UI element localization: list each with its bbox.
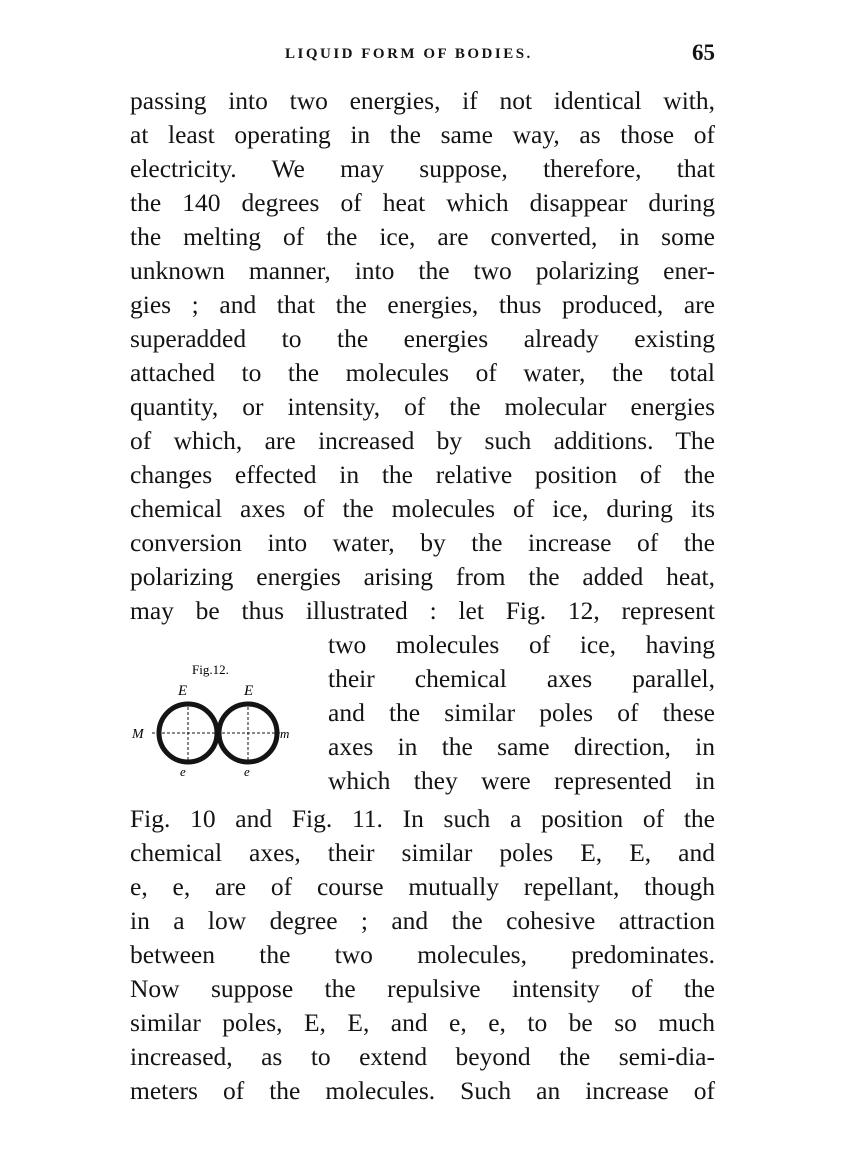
text-line: quantity, or intensity, of the molecular energies xyxy=(130,392,715,421)
text-line: meters of the molecules. Such an increase of xyxy=(130,1076,715,1105)
text-line: superadded to the energies already existing xyxy=(130,324,715,353)
pole-label-E-left: E xyxy=(178,683,188,699)
text-line: increased, as to extend beyond the semi-dia- xyxy=(130,1042,715,1071)
pole-label-e-left: e xyxy=(180,764,186,779)
text-line: gies ; and that the energies, thus produced, are xyxy=(130,290,715,319)
figure-caption: Fig.12. xyxy=(192,662,229,677)
pole-label-e-right: e xyxy=(244,764,250,779)
text-line: chemical axes of the molecules of ice, during its xyxy=(130,494,715,523)
text-line: unknown manner, into the two polarizing ener- xyxy=(130,256,715,285)
text-line: polarizing energies arising from the added heat, xyxy=(130,562,715,591)
text-line: similar poles, E, E, and e, e, to be so much xyxy=(130,1008,715,1037)
text-line: Fig. 10 and Fig. 11. In such a position of the xyxy=(130,804,715,833)
molecules-diagram xyxy=(130,652,300,782)
text-line: their chemical axes parallel, xyxy=(328,664,715,693)
text-line: of which, are increased by such additions. The xyxy=(130,426,715,455)
page-number: 65 xyxy=(692,40,715,65)
text-line: between the two molecules, predominates. xyxy=(130,940,715,969)
text-line: which they were represented in xyxy=(328,766,715,795)
text-line: e, e, are of course mutually repellant, though xyxy=(130,872,715,901)
text-line: the melting of the ice, are converted, in some xyxy=(130,222,715,251)
page-header xyxy=(130,38,715,72)
text-line: electricity. We may suppose, therefore, that xyxy=(130,154,715,183)
text-line: passing into two energies, if not identical with, xyxy=(130,86,715,115)
text-line: and the similar poles of these xyxy=(328,698,715,727)
text-line: may be thus illustrated : let Fig. 12, represent xyxy=(130,596,715,625)
running-title: LIQUID FORM OF BODIES. xyxy=(285,46,533,62)
pole-label-E-right: E xyxy=(244,683,254,699)
text-line: axes in the same direction, in xyxy=(328,732,715,761)
text-line: changes effected in the relative position of the xyxy=(130,460,715,489)
label-M: M xyxy=(132,727,144,742)
text-line: in a low degree ; and the cohesive attraction xyxy=(130,906,715,935)
text-line: chemical axes, their similar poles E, E, and xyxy=(130,838,715,867)
label-m: m xyxy=(280,726,290,741)
text-line: attached to the molecules of water, the total xyxy=(130,358,715,387)
text-line: the 140 degrees of heat which disappear during xyxy=(130,188,715,217)
text-line: Now suppose the repulsive intensity of the xyxy=(130,974,715,1003)
text-line: conversion into water, by the increase of the xyxy=(130,528,715,557)
text-line: two molecules of ice, having xyxy=(328,630,715,659)
figure-12 xyxy=(130,652,300,782)
text-line: at least operating in the same way, as those of xyxy=(130,120,715,149)
